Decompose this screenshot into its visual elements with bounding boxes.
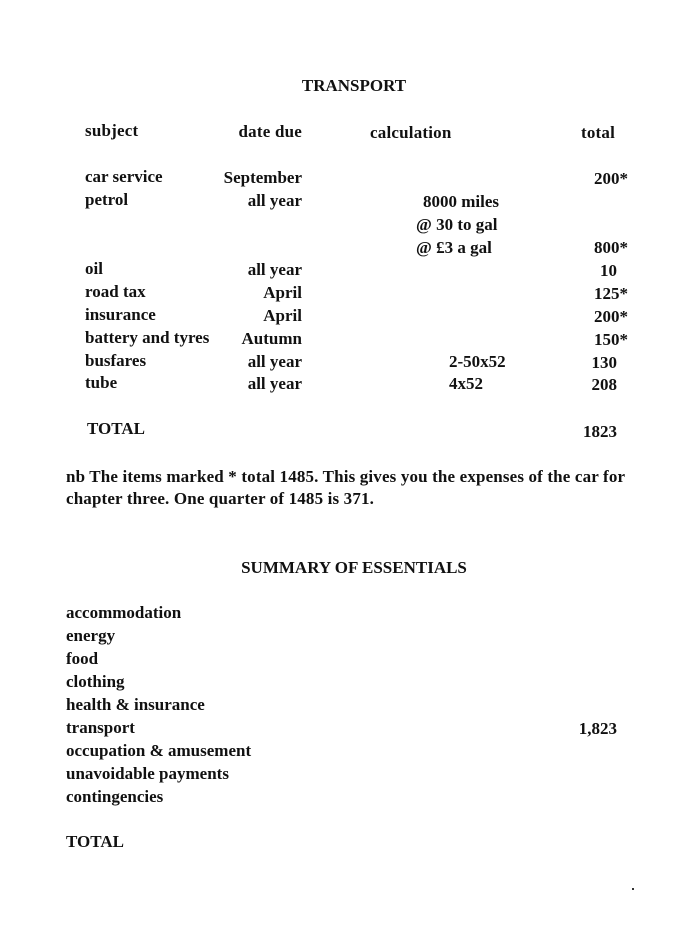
summary-item-label: occupation & amusement bbox=[66, 741, 252, 760]
row-date: all year bbox=[247, 191, 302, 210]
row-subject: petrol bbox=[85, 190, 129, 209]
note-paragraph: nb The items marked * total 1485. This gives you the expenses of the car for chapter three. One quarter of 1485 is 371. bbox=[66, 467, 625, 508]
row-subject: tube bbox=[85, 373, 118, 392]
row-total: 200* bbox=[594, 169, 628, 188]
row-calc: 4x52 bbox=[449, 374, 483, 393]
row-total: 130 bbox=[591, 353, 617, 372]
transport-title: TRANSPORT bbox=[301, 76, 407, 95]
row-date: all year bbox=[247, 260, 302, 279]
summary-item-label: transport bbox=[66, 718, 135, 737]
row-date: September bbox=[223, 168, 302, 187]
summary-item-label: health & insurance bbox=[66, 695, 205, 714]
summary-item-value: 1,823 bbox=[578, 719, 617, 738]
summary-item-label: food bbox=[66, 649, 99, 668]
row-total: 125* bbox=[594, 284, 628, 303]
header-calculation: calculation bbox=[370, 123, 452, 142]
row-date: all year bbox=[247, 374, 302, 393]
row-subject: insurance bbox=[85, 305, 156, 324]
row-calc: 8000 miles bbox=[422, 192, 500, 211]
summary-item-label: energy bbox=[66, 626, 116, 645]
row-total: 800* bbox=[594, 238, 628, 257]
summary-item-label: accommodation bbox=[66, 603, 182, 622]
transport-total-label: TOTAL bbox=[87, 419, 145, 438]
summary-item-label: clothing bbox=[66, 672, 125, 691]
scan-speck bbox=[632, 888, 634, 890]
row-date: Autumn bbox=[241, 329, 302, 348]
header-total: total bbox=[580, 123, 616, 142]
header-subject: subject bbox=[85, 121, 139, 140]
row-subject: oil bbox=[85, 259, 103, 278]
row-subject: busfares bbox=[85, 351, 147, 370]
row-total: 10 bbox=[600, 261, 617, 280]
transport-total-value: 1823 bbox=[583, 422, 617, 441]
header-date-due: date due bbox=[238, 122, 302, 141]
row-date: April bbox=[263, 283, 302, 302]
summary-total-label: TOTAL bbox=[66, 832, 124, 851]
row-total: 150* bbox=[594, 330, 628, 349]
row-calc: @ £3 a gal bbox=[416, 238, 492, 257]
summary-title: SUMMARY OF ESSENTIALS bbox=[241, 558, 467, 577]
row-total: 208 bbox=[591, 375, 617, 394]
row-subject: road tax bbox=[85, 282, 146, 301]
row-calc: 2-50x52 bbox=[449, 352, 506, 371]
row-date: April bbox=[263, 306, 302, 325]
row-date: all year bbox=[247, 352, 302, 371]
summary-item-label: unavoidable payments bbox=[66, 764, 229, 783]
row-calc: @ 30 to gal bbox=[416, 215, 498, 234]
row-subject: battery and tyres bbox=[85, 328, 210, 347]
row-total: 200* bbox=[594, 307, 628, 326]
row-subject: car service bbox=[85, 167, 163, 186]
summary-item-label: contingencies bbox=[66, 787, 164, 806]
